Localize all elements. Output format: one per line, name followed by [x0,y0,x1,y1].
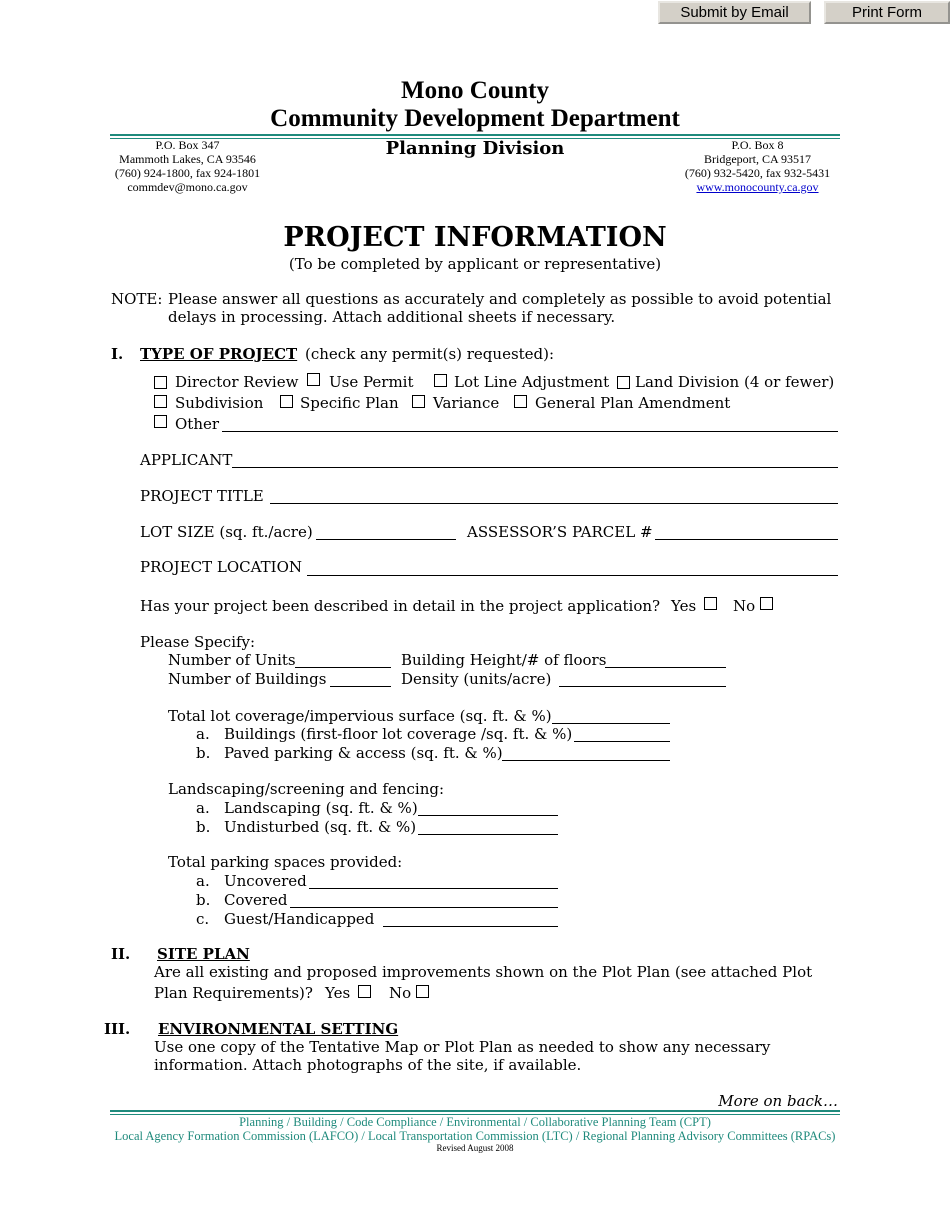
height-label: Building Height/# of floors [401,651,607,669]
revised-date: Revised August 2008 [436,1143,514,1153]
site-plan-question-cont: Plan Requirements)? [154,984,313,1002]
note-line: Please answer all questions as accurately and completely as possible to avoid potential [168,290,832,308]
right-address-line: P.O. Box 8 [731,138,784,152]
right-address-line: (760) 932-5420, fax 932-5431 [684,166,831,180]
general-plan-amendment-checkbox[interactable] [514,395,527,408]
section-heading: TYPE OF PROJECT [140,345,298,363]
landscaping-b-input[interactable] [418,834,558,835]
environmental-text: Use one copy of the Tentative Map or Plot Plan as needed to show any necessary [154,1038,771,1056]
option-label: Subdivision [175,394,264,412]
other-input[interactable] [222,431,838,432]
other-checkbox[interactable] [154,415,167,428]
yes-label: Yes [671,597,697,615]
more-on-back: More on back… [718,1092,838,1110]
right-address [680,138,835,194]
buildings-input[interactable] [330,686,391,687]
right-address-line: Bridgeport, CA 93517 [704,152,811,166]
coverage-a-label: Buildings (first-floor lot coverage /sq. ft. & %) [224,725,573,743]
coverage-input[interactable] [552,723,670,724]
footer-line: Local Agency Formation Commission (LAFCO) / Local Transportation Commission (LTC) / Regional Planning Advisory Committees (RPACs) [114,1129,836,1143]
page-title: PROJECT INFORMATION [283,222,667,253]
subdivision-checkbox[interactable] [154,395,167,408]
left-address-line: (760) 924-1800, fax 924-1801 [114,166,261,180]
specific-plan-checkbox[interactable] [280,395,293,408]
landscaping-a-label: Landscaping (sq. ft. & %) [224,799,418,817]
option-label: General Plan Amendment [535,394,731,412]
left-address-email: commdev@mono.ca.gov [127,180,248,194]
no-label: No [733,597,756,615]
coverage-label: Total lot coverage/impervious surface (sq. ft. & %) [168,707,552,725]
landscaping-label: Landscaping/screening and fencing: [168,780,445,798]
parking-guest-label: Guest/Handicapped [224,910,375,928]
list-letter: a. [196,725,210,743]
section-number: III. [104,1020,131,1038]
described-question: Has your project been described in detail in the project application? [140,597,661,615]
project-location-input[interactable] [307,575,838,576]
lot-size-input[interactable] [316,539,456,540]
website-link[interactable]: www.monocounty.ca.gov [696,180,819,194]
lot-size-label: LOT SIZE (sq. ft./acre) [140,523,313,541]
footer-line: Planning / Building / Code Compliance / Environmental / Collaborative Planning Team (CPT) [239,1115,711,1129]
lot-line-adjustment-checkbox[interactable] [434,374,447,387]
option-label: Use Permit [329,373,414,391]
org-name: Mono County [401,77,549,104]
landscaping-b-label: Undisturbed (sq. ft. & %) [224,818,417,836]
list-letter: a. [196,872,210,890]
header-rule [110,134,840,136]
left-address [110,138,265,194]
list-letter: b. [196,818,211,836]
buildings-label: Number of Buildings [168,670,327,688]
list-letter: b. [196,744,211,762]
described-no-checkbox[interactable] [760,597,773,610]
land-division-checkbox[interactable] [617,376,630,389]
option-label: Land Division (4 or fewer) [635,373,835,391]
footer-rule [110,1110,840,1112]
height-input[interactable] [605,667,726,668]
section-number: I. [111,345,124,363]
left-address-line: Mammoth Lakes, CA 93546 [119,152,256,166]
option-label: Director Review [175,373,299,391]
section-instruction: (check any permit(s) requested): [305,345,555,363]
no-label: No [389,984,412,1002]
list-letter: b. [196,891,211,909]
parking-label: Total parking spaces provided: [168,853,403,871]
note-label: NOTE: [111,290,163,308]
units-label: Number of Units [168,651,296,669]
site-plan-yes-checkbox[interactable] [358,985,371,998]
option-label: Lot Line Adjustment [454,373,610,391]
yes-label: Yes [325,984,351,1002]
option-label: Specific Plan [300,394,399,412]
division-name: Planning Division [385,138,565,159]
left-address-line: P.O. Box 347 [155,138,220,152]
director-review-checkbox[interactable] [154,376,167,389]
site-plan-no-checkbox[interactable] [416,985,429,998]
specify-label: Please Specify: [140,633,256,651]
use-permit-checkbox[interactable] [307,373,320,386]
site-plan-question: Are all existing and proposed improvements shown on the Plot Plan (see attached Plot [154,963,813,981]
section-heading: SITE PLAN [157,945,250,963]
parking-uncovered-label: Uncovered [224,872,307,890]
project-title-label: PROJECT TITLE [140,487,264,505]
note-line: delays in processing. Attach additional sheets if necessary. [168,308,616,326]
density-label: Density (units/acre) [401,670,552,688]
environmental-text: information. Attach photographs of the site, if available. [154,1056,582,1074]
list-letter: c. [196,910,210,928]
section-heading: ENVIRONMENTAL SETTING [158,1020,399,1038]
project-location-label: PROJECT LOCATION [140,558,302,576]
parking-covered-input[interactable] [290,907,558,908]
applicant-input[interactable] [232,467,838,468]
landscaping-a-input[interactable] [418,815,558,816]
described-yes-checkbox[interactable] [704,597,717,610]
parking-guest-input[interactable] [383,926,558,927]
department-name: Community Development Department [270,105,680,132]
parking-uncovered-input[interactable] [309,888,558,889]
coverage-b-input[interactable] [502,760,670,761]
project-title-input[interactable] [270,503,838,504]
parcel-input[interactable] [655,539,838,540]
coverage-b-label: Paved parking & access (sq. ft. & %) [224,744,503,762]
list-letter: a. [196,799,210,817]
submit-by-email-button[interactable]: Submit by Email [658,1,811,24]
parcel-label: ASSESSOR’S PARCEL # [467,523,653,541]
section-number: II. [111,945,131,963]
print-form-button[interactable]: Print Form [824,1,950,24]
applicant-label: APPLICANT [140,451,233,469]
page-subtitle: (To be completed by applicant or representative) [288,255,662,273]
option-label: Variance [433,394,500,412]
option-label: Other [175,415,220,433]
density-input[interactable] [559,686,726,687]
variance-checkbox[interactable] [412,395,425,408]
coverage-a-input[interactable] [574,741,670,742]
units-input[interactable] [295,667,391,668]
parking-covered-label: Covered [224,891,288,909]
